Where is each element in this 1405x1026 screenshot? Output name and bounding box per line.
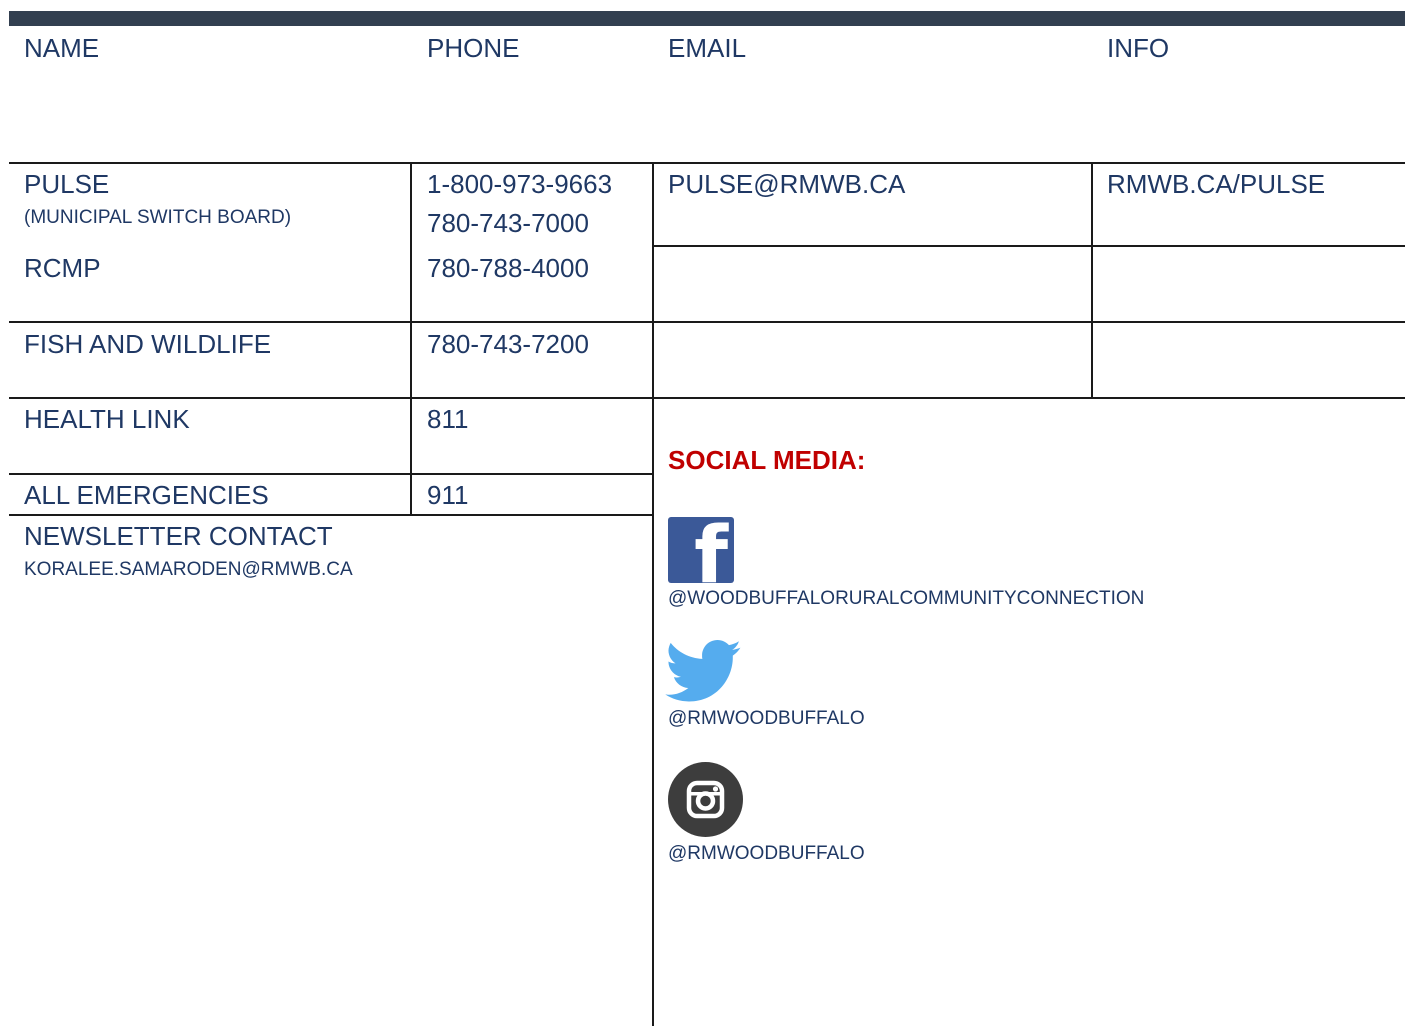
facebook-handle[interactable]: @WOODBUFFALORURALCOMMUNITYCONNECTION bbox=[668, 588, 1145, 609]
header-phone: PHONE bbox=[427, 33, 520, 63]
fish-wildlife-phone[interactable]: 780-743-7200 bbox=[427, 329, 589, 359]
top-bar bbox=[9, 11, 1405, 26]
instagram-handle[interactable]: @RMWOODBUFFALO bbox=[668, 843, 865, 864]
row-divider bbox=[9, 162, 1405, 164]
pulse-phone-2[interactable]: 780-743-7000 bbox=[427, 208, 589, 238]
pulse-phone-1[interactable]: 1-800-973-9663 bbox=[427, 169, 613, 199]
column-divider bbox=[652, 162, 654, 1026]
column-divider bbox=[1091, 162, 1093, 398]
row-divider bbox=[9, 514, 652, 516]
facebook-icon[interactable] bbox=[668, 517, 734, 583]
emergencies-name: ALL EMERGENCIES bbox=[24, 480, 269, 510]
newsletter-email-link[interactable]: KORALEE.SAMARODEN@RMWB.CA bbox=[24, 559, 353, 580]
emergencies-phone[interactable]: 911 bbox=[427, 480, 469, 510]
health-link-phone[interactable]: 811 bbox=[427, 404, 469, 434]
row-divider bbox=[652, 245, 1405, 247]
rcmp-name: RCMP bbox=[24, 253, 101, 283]
pulse-info-link[interactable]: RMWB.CA/PULSE bbox=[1107, 169, 1326, 199]
pulse-email-link[interactable]: PULSE@RMWB.CA bbox=[668, 169, 906, 199]
pulse-name: PULSE bbox=[24, 169, 110, 199]
row-divider bbox=[9, 473, 652, 475]
fish-wildlife-name: FISH AND WILDLIFE bbox=[24, 329, 272, 359]
health-link-name: HEALTH LINK bbox=[24, 404, 190, 434]
row-divider bbox=[9, 397, 1405, 399]
pulse-note: (MUNICIPAL SWITCH BOARD) bbox=[24, 207, 292, 228]
header-info: INFO bbox=[1107, 33, 1170, 63]
twitter-handle[interactable]: @RMWOODBUFFALO bbox=[668, 708, 865, 729]
social-media-heading: SOCIAL MEDIA: bbox=[668, 445, 866, 475]
header-name: NAME bbox=[24, 33, 100, 63]
rcmp-phone[interactable]: 780-788-4000 bbox=[427, 253, 589, 283]
column-divider bbox=[410, 162, 412, 515]
facebook-glyph: f bbox=[694, 517, 728, 583]
twitter-icon[interactable] bbox=[664, 640, 744, 704]
row-divider bbox=[9, 321, 1405, 323]
newsletter-label: NEWSLETTER CONTACT bbox=[24, 521, 333, 551]
header-email: EMAIL bbox=[668, 33, 747, 63]
instagram-icon[interactable] bbox=[668, 762, 743, 837]
